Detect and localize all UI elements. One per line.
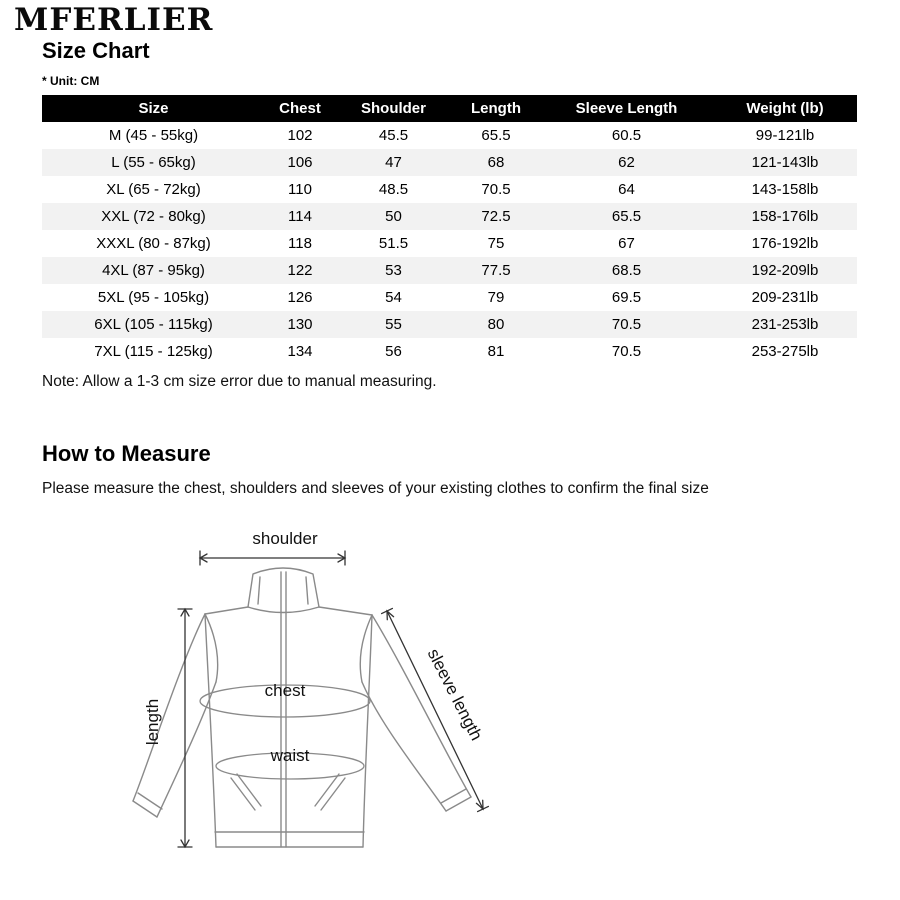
table-cell: 47 <box>385 154 402 171</box>
size-table-body <box>42 122 857 365</box>
unit-note: * Unit: CM <box>42 74 100 88</box>
shoulder-seams <box>205 607 372 615</box>
table-cell: 72.5 <box>481 208 511 225</box>
table-cell: 68 <box>487 154 505 171</box>
table-cell: 55 <box>385 316 402 333</box>
table-cell: 106 <box>287 154 313 171</box>
size-chart-table <box>42 95 857 365</box>
measure-error-note: Note: Allow a 1-3 cm size error due to manual measuring. <box>42 373 437 390</box>
table-cell: 134 <box>287 343 313 360</box>
table-cell: XXXL (80 - 87kg) <box>96 235 211 252</box>
body-left <box>205 614 216 847</box>
column-header: Chest <box>265 95 335 122</box>
table-cell: 56 <box>385 343 402 360</box>
table-cell: 48.5 <box>378 181 409 198</box>
table-cell: XXL (72 - 80kg) <box>101 208 206 225</box>
table-cell: 102 <box>287 127 313 144</box>
table-cell: 130 <box>287 316 313 333</box>
table-cell: 4XL (87 - 95kg) <box>102 262 205 279</box>
table-cell: 231-253lb <box>751 316 819 333</box>
table-cell: 70.5 <box>611 316 642 333</box>
chest-label: chest <box>264 681 306 700</box>
table-cell: 126 <box>287 289 313 306</box>
table-cell: 53 <box>385 262 402 279</box>
table-row <box>42 311 857 338</box>
size-table-head <box>42 95 857 122</box>
length-label: length <box>143 698 162 746</box>
table-row <box>42 284 857 311</box>
table-row <box>42 257 857 284</box>
table-cell: 5XL (95 - 105kg) <box>97 289 210 306</box>
table-cell: 67 <box>618 235 635 252</box>
pocket-left <box>231 774 261 810</box>
table-cell: 68.5 <box>611 262 642 279</box>
how-to-measure-title: How to Measure <box>42 441 211 466</box>
table-cell: M (45 - 55kg) <box>108 127 199 144</box>
how-to-measure-description: Please measure the chest, shoulders and sleeves of your existing clothes to confirm the final size <box>42 480 709 497</box>
column-header: Shoulder <box>335 95 452 122</box>
zipper <box>281 572 286 847</box>
table-row <box>42 203 857 230</box>
brand-logo: MFERLIER <box>14 2 214 38</box>
table-cell: 6XL (105 - 115kg) <box>94 316 213 333</box>
jacket-outline <box>133 568 471 847</box>
size-table-head-row <box>42 95 857 122</box>
pocket-right <box>315 774 345 810</box>
table-cell: 45.5 <box>378 127 409 144</box>
neckline <box>248 607 319 613</box>
shoulder-arrow <box>200 551 345 565</box>
column-header: Length <box>452 95 540 122</box>
table-cell: 81 <box>487 343 505 360</box>
table-cell: 62 <box>618 154 635 171</box>
collar-seams <box>258 577 308 604</box>
table-cell: 158-176lb <box>751 208 819 225</box>
table-cell: 118 <box>288 235 312 252</box>
hem <box>215 832 364 847</box>
table-cell: 80 <box>487 316 505 333</box>
table-cell: 60.5 <box>611 127 642 144</box>
table-cell: 7XL (115 - 125kg) <box>94 343 213 360</box>
waist-label: waist <box>270 746 310 765</box>
table-cell: 65.5 <box>611 208 642 225</box>
table-row <box>42 149 857 176</box>
size-chart-title: Size Chart <box>42 38 150 63</box>
cuff-left <box>133 793 162 817</box>
table-cell: 65.5 <box>481 127 511 144</box>
column-header: Size <box>42 95 265 122</box>
table-cell: 51.5 <box>378 235 409 252</box>
table-cell: 50 <box>385 208 402 225</box>
table-cell: 79 <box>487 289 505 306</box>
sleeve-length-label: sleeve length <box>423 645 487 744</box>
table-cell: 70.5 <box>481 181 511 198</box>
table-cell: 110 <box>288 181 312 198</box>
table-cell: 114 <box>288 208 312 225</box>
table-cell: 77.5 <box>481 262 511 279</box>
table-cell: L (55 - 65kg) <box>111 154 196 171</box>
body-right <box>363 615 372 847</box>
table-cell: 64 <box>618 181 635 198</box>
table-cell: 121-143lb <box>751 154 819 171</box>
table-cell: 176-192lb <box>751 235 819 252</box>
table-row <box>42 338 857 365</box>
table-cell: 54 <box>385 289 402 306</box>
column-header: Weight (lb) <box>713 95 857 122</box>
table-cell: 253-275lb <box>751 343 819 360</box>
column-header: Sleeve Length <box>540 95 713 122</box>
table-cell: 69.5 <box>611 289 642 306</box>
table-cell: 122 <box>287 262 313 279</box>
how-to-measure-diagram <box>100 514 520 894</box>
table-row <box>42 230 857 257</box>
table-cell: 70.5 <box>611 343 642 360</box>
table-cell: 99-121lb <box>755 127 815 144</box>
table-cell: 209-231lb <box>751 289 819 306</box>
length-arrow <box>178 609 192 847</box>
table-cell: XL (65 - 72kg) <box>106 181 201 198</box>
table-cell: 143-158lb <box>751 181 819 198</box>
table-cell: 75 <box>487 235 505 252</box>
table-row <box>42 122 857 149</box>
table-row <box>42 176 857 203</box>
cuff-right <box>441 789 471 811</box>
table-cell: 192-209lb <box>751 262 819 279</box>
shoulder-label: shoulder <box>252 529 318 548</box>
